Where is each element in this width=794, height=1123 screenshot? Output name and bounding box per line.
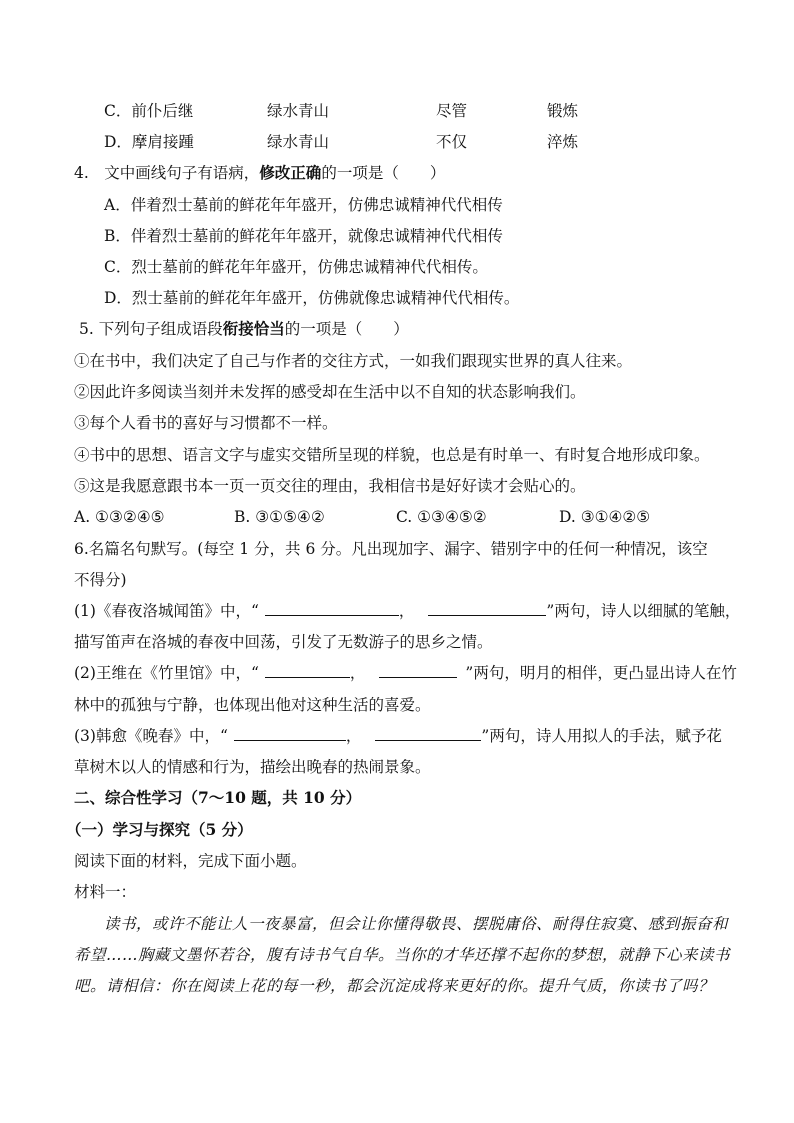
material-line-1: 读书，或许不能让人一夜暴富，但会让你懂得敬畏、摆脱庸俗、耐得住寂寞、感到振奋和 [104, 915, 729, 933]
q5-sentence-4: ④书中的思想、语言文字与虚实交错所呈现的样貌，也总是有时单一、有时复合地形成印象。 [74, 446, 710, 464]
q4-option-c: C．烈士墓前的鲜花年年盛开，仿佛忠诚精神代代相传。 [104, 258, 488, 276]
q6-item3-blank-1[interactable] [234, 726, 346, 741]
q6-item2-mid: ， [349, 664, 366, 682]
q6-item1-pre: (1)《春夜洛城闻笛》中，“ [74, 602, 259, 620]
q6-item1-blank-2[interactable] [428, 601, 546, 616]
q3-option-d-d: 淬炼 [547, 133, 579, 151]
q5-option-a: A. ①③②④⑤ [74, 508, 165, 526]
q3-option-d-b: 绿水青山 [267, 133, 330, 151]
q5-stem-bold: 衔接恰当 [222, 319, 285, 338]
material-line-2: 希望……胸藏文墨怀若谷，腹有诗书气自华。当你的才华还撑不起你的梦想，就静下心来读书 [74, 946, 731, 964]
q5-stem [79, 319, 409, 339]
q5-sentence-3: ③每个人看书的喜好与习惯都不一样。 [74, 414, 338, 432]
q3-option-c-b: 绿水青山 [267, 102, 330, 120]
q6-item2-blank-2[interactable] [379, 663, 457, 678]
q6-item1-line2: 描写笛声在洛城的春夜中回荡，引发了无数游子的思乡之情。 [74, 633, 493, 651]
q6-item3 [74, 726, 722, 746]
q3-option-c-a: C．前仆后继 [104, 102, 194, 120]
q5-option-d: D. ③①④②⑤ [559, 508, 651, 526]
q5-stem-pre: 5. 下列句子组成语段 [79, 320, 223, 338]
q6-item1-mid: ， [398, 602, 415, 620]
q5-sentence-2: ②因此许多阅读当刻并未发挥的感受却在生活中以不自知的状态影响我们。 [74, 383, 586, 401]
q6-intro-line2: 不得分) [74, 571, 127, 589]
section2-sub-heading: （一）学习与探究（5 分） [66, 820, 253, 839]
q6-item1-post: ”两句，诗人以细腻的笔触， [546, 602, 741, 620]
material-line-3: 吧。请相信：你在阅读上花的每一秒，都会沉淀成将来更好的你。提升气质，你读书了吗？ [74, 977, 715, 995]
q5-option-b: B. ③①⑤④② [234, 508, 325, 526]
q4-stem-post: 的一项是（ ） [321, 164, 446, 182]
q4-stem [74, 163, 445, 183]
q4-stem-bold: 修改正确 [259, 163, 322, 182]
q4-option-a: A．伴着烈士墓前的鲜花年年盛开，仿佛忠诚精神代代相传 [104, 196, 503, 214]
q3-option-c-d: 锻炼 [547, 102, 579, 120]
q4-option-d: D．烈士墓前的鲜花年年盛开，仿佛就像忠诚精神代代相传。 [104, 289, 520, 307]
q4-option-b: B．伴着烈士墓前的鲜花年年盛开，就像忠诚精神代代相传 [104, 227, 503, 245]
q6-item2-post: ”两句，明月的相伴，更凸显出诗人在竹 [465, 664, 737, 682]
q6-item1 [74, 601, 740, 621]
q4-stem-pre: 4. 文中画线句子有语病， [74, 164, 260, 182]
material-label: 材料一： [74, 883, 137, 901]
q6-item2 [74, 663, 737, 683]
q6-item2-blank-1[interactable] [265, 663, 350, 678]
q5-sentence-1: ①在书中，我们决定了自己与作者的交往方式，一如我们跟现实世界的真人往来。 [74, 352, 633, 370]
q3-option-c-c: 尽管 [436, 102, 468, 120]
q3-option-d-c: 不仅 [436, 133, 468, 151]
q3-option-d-a: D．摩肩接踵 [104, 133, 194, 151]
q6-item3-mid: ， [345, 727, 362, 745]
q6-item3-pre: (3)韩愈《晚春》中，“ [74, 727, 228, 745]
q5-stem-post: 的一项是（ ） [284, 320, 409, 338]
q6-item2-line2: 林中的孤独与宁静，也体现出他对这种生活的喜爱。 [74, 696, 431, 714]
q6-item3-post: ”两句，诗人用拟人的手法，赋予花 [481, 727, 722, 745]
q6-intro-line1: 6.名篇名句默写。(每空 1 分，共 6 分。凡出现加字、漏字、错别字中的任何一种情况，该空 [74, 540, 708, 558]
q5-sentence-5: ⑤这是我愿意跟书本一页一页交往的理由，我相信书是好好读才会贴心的。 [74, 477, 586, 495]
q6-item1-blank-1[interactable] [265, 601, 399, 616]
q6-item3-line2: 草树木以人的情感和行为，描绘出晚春的热闹景象。 [74, 758, 431, 776]
section2-instruction: 阅读下面的材料，完成下面小题。 [74, 852, 307, 870]
q6-item3-blank-2[interactable] [375, 726, 481, 741]
q6-item2-pre: (2)王维在《竹里馆》中，“ [74, 664, 259, 682]
section2-heading: 二、综合性学习（7～10 题，共 10 分） [74, 788, 362, 807]
q5-option-c: C. ①③④⑤② [396, 508, 487, 526]
